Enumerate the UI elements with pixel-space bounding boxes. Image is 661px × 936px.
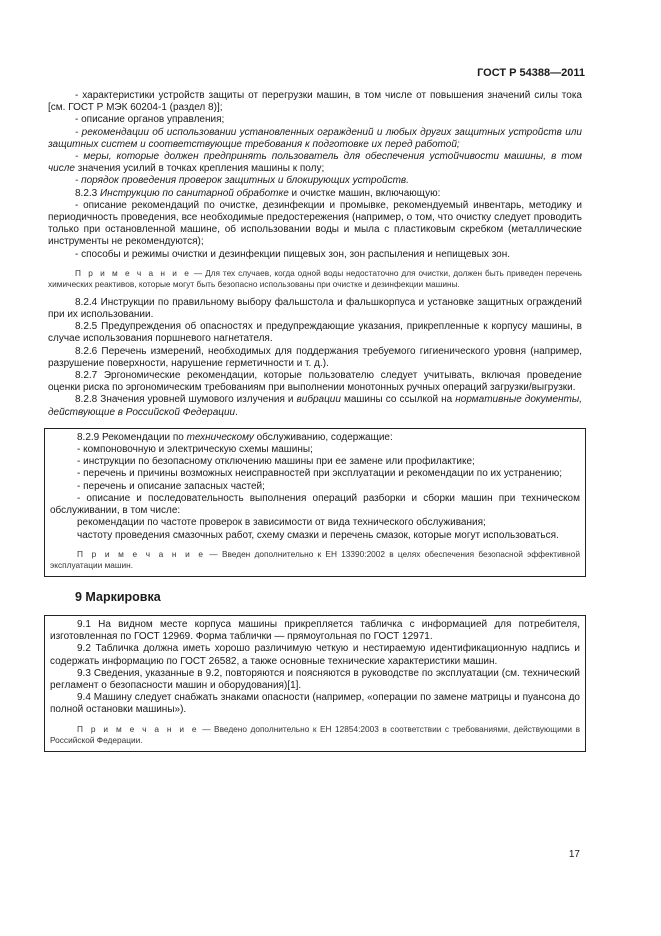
framed-block-8-2-9 [44, 428, 586, 577]
list-item: - инструкции по безопасному отключению машины при ее замене или профилактике; [77, 456, 475, 468]
page-content [48, 90, 582, 752]
note: П р и м е ч а н и е — Для тех случаев, когда одной воды недостаточно для очистки, должен быть приведен перечень химических реактивов, которые могут быть безопасно использованы при очистке и дезинфекции машины. [48, 267, 582, 289]
paragraph-8-2-3: 8.2.3 Инструкцию по санитарной обработке и очистке машин, включающую: [75, 187, 441, 199]
framed-block-section-9 [44, 615, 586, 752]
list-item: - компоновочную и электрическую схемы машины; [77, 444, 313, 456]
list-item: рекомендации по частоте проверок в зависимости от вида технического обслуживания; [77, 517, 486, 529]
list-item: частоту проведения смазочных работ, схему смазки и перечень смазок, которые могут использоваться. [77, 529, 559, 541]
section-heading: 9 Маркировка [75, 589, 161, 604]
paragraph-9-4: 9.4 Машину следует снабжать знаками опасности (например, «операции по замене матрицы и пуансона до полной остановки машины»). [50, 692, 580, 716]
page-number: 17 [568, 849, 580, 860]
list-item: - описание и последовательность выполнения операций разборки и сборки машин при техническом обслуживании, в том числе: [50, 492, 580, 517]
list-item: - описание рекомендаций по очистке, дезинфекции и промывке, рекомендуемый инвентарь, методику и периодичность проведения, все необходимые предостережения (например, о том, что очистку следует проводить только при остановленной машине, об использовании воды и мыла с пластиковым скребком (металлические инструменты не рекомендуются); [48, 199, 582, 248]
list-item: - меры, которые должен предпринять пользователь для обеспечения устойчивости машины, в том числе значения усилий в точках крепления машины к полу; [48, 151, 582, 175]
paragraph-8-2-4: 8.2.4 Инструкции по правильному выбору фальшстола и фальшкорпуса и установке защитных ограждений при их использовании. [48, 296, 582, 321]
list-item: - способы и режимы очистки и дезинфекции пищевых зон, зон распыления и непищевых зон. [75, 248, 511, 260]
paragraph-9-2: 9.2 Табличка должна иметь хорошо различимую четкую и нестираемую идентификационную надпись и содержать информацию по ГОСТ 26582, а также основные технические характеристики машин. [50, 643, 580, 667]
list-item: - порядок проведения проверок защитных и блокирующих устройств. [75, 175, 409, 187]
list-item: - описание органов управления; [75, 114, 225, 126]
list-item: - перечень и причины возможных неисправностей при эксплуатации и рекомендации по их устранению; [77, 468, 562, 480]
note: П р и м е ч а н и е — Введено дополнительно к ЕН 12854:2003 в соответствии с требованиями, действующими в Российской Федерации. [50, 723, 580, 745]
paragraph-8-2-6: 8.2.6 Перечень измерений, необходимых для поддержания требуемого гигиенического уровня (например, разрушение поверхности, нарушение герметичности и т. д.). [48, 345, 582, 369]
paragraph-8-2-9: 8.2.9 Рекомендации по техническому обслуживанию, содержащие: [77, 431, 393, 443]
paragraph-8-2-5: 8.2.5 Предупреждения об опасностях и предупреждающие указания, прикрепленные к корпусу машины, в случае использования поршневого нагнетателя. [48, 321, 582, 345]
paragraph-9-3: 9.3 Сведения, указанные в 9.2, повторяются и поясняются в руководстве по эксплуатации (см. технический регламент о безопасности машин и оборудования)[1]. [50, 667, 580, 691]
document-code: ГОСТ Р 54388—2011 [477, 67, 585, 79]
list-item: - характеристики устройств защиты от перегрузки машин, в том числе от повышения значений силы тока [см. ГОСТ Р МЭК 60204-1 (раздел 8)]; [48, 90, 582, 114]
paragraph-8-2-8: 8.2.8 Значения уровней шумового излучения и вибрации машины со ссылкой на нормативные документы, действующие в Российской Федерации. [48, 394, 582, 418]
paragraph-8-2-7: 8.2.7 Эргономические рекомендации, которые пользователю следует учитывать, включая проведение оценки риска по эргономическим требованиям при выполнении монотонных ручных операций загрузки/выгрузки. [48, 370, 582, 394]
paragraph-9-1: 9.1 На видном месте корпуса машины прикрепляется табличка с информацией для потребителя, изготовленная по ГОСТ 12969. Форма таблички — прямоугольная по ГОСТ 12971. [50, 618, 580, 643]
list-item: - перечень и описание запасных частей; [77, 480, 265, 492]
list-item: - рекомендации об использовании установленных ограждений и любых других защитных устройств или защитных систем и соответствующие требования к подготовке их перед работой; [48, 126, 582, 150]
note: П р и м е ч а н и е — Введен дополнительно к ЕН 13390:2002 в целях обеспечения безопасной эффективной эксплуатации машин. [50, 548, 580, 570]
